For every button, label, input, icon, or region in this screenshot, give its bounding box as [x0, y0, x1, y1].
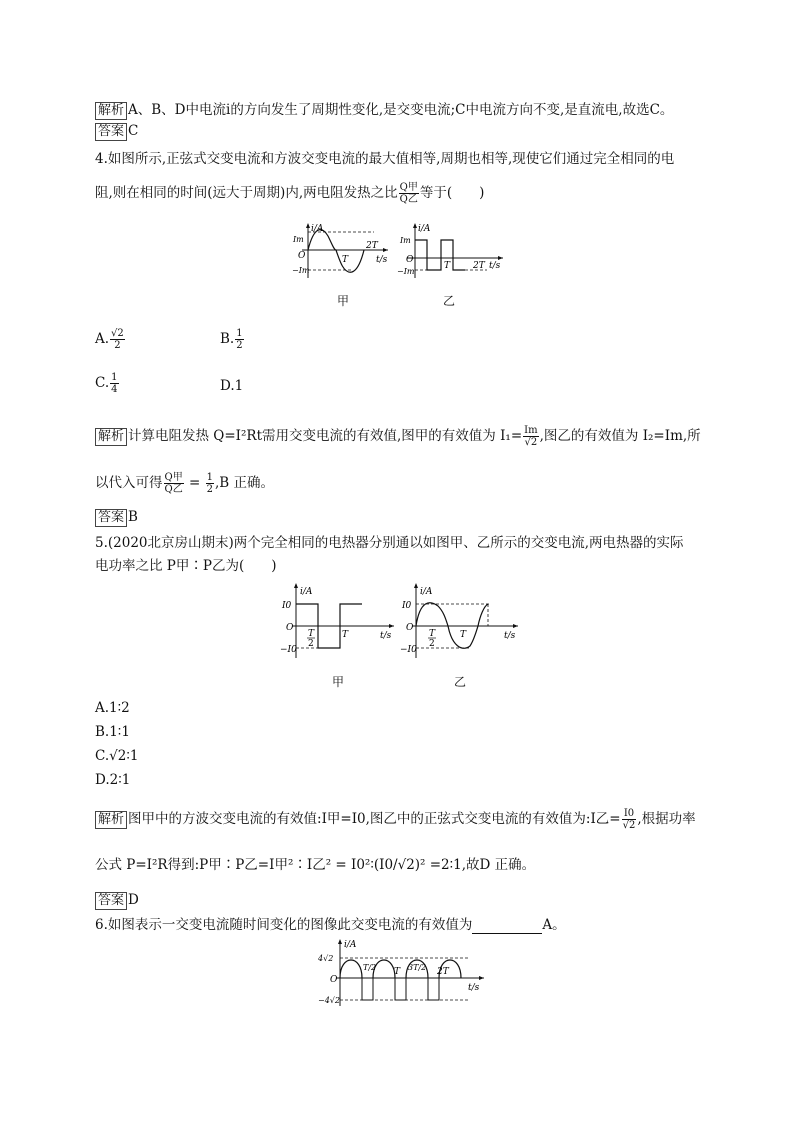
- q4-caption-jia: 甲: [337, 294, 350, 308]
- answer-tag: 答案: [95, 892, 127, 910]
- q4-analysis-line2-frac2-num: 1: [206, 472, 213, 483]
- q6-answer-blank[interactable]: [472, 921, 542, 934]
- q4-jia-label-O: O: [298, 251, 306, 261]
- q5-yi-label-Thalf-den: 2: [429, 639, 435, 649]
- q4-analysis-line2-frac1-den: Q乙: [164, 484, 183, 495]
- q5-jia-label-O: O: [286, 623, 294, 633]
- q4-option-a-frac: [110, 328, 125, 351]
- q4-answer-value: B: [128, 509, 138, 525]
- q4-analysis-line2-eq: =: [184, 475, 205, 491]
- q5-jia-label-I0: I0: [282, 601, 292, 611]
- q4-option-b-frac: [235, 328, 243, 351]
- q5-figure-jia: [278, 580, 398, 660]
- q4-yi-axis-y: i/A: [418, 224, 431, 234]
- q6-label-3Thalf: 3T/2: [408, 963, 427, 972]
- q3-answer-line: [95, 122, 138, 141]
- q5-analysis-fraction: [622, 808, 637, 831]
- q3-analysis-text: A、B、D中电流i的方向发生了周期性变化,是交变电流;C中电流方向不变,是直流电,故选C。: [128, 102, 674, 118]
- q5-stem-line2: 电功率之比 P甲∶P乙为( ): [95, 558, 277, 574]
- q4-caption-yi: 乙: [443, 294, 456, 308]
- q5-yi-axis-x: t/s: [504, 631, 516, 641]
- q5-yi-label-Thalf-num: T: [429, 629, 436, 639]
- q4-analysis-line2-frac2-den: 2: [206, 484, 213, 495]
- q4-analysis-fraction: [523, 425, 538, 448]
- q4-analysis-frac-num: Im: [524, 425, 538, 436]
- q4-analysis-line2-frac1-num: Q甲: [164, 472, 183, 483]
- q4-analysis-line2-b: ,B 正确。: [214, 475, 274, 491]
- q5-jia-label-Thalf-den: 2: [308, 639, 314, 649]
- q5-analysis-line2: 公式 P=I²R得到:P甲∶P乙=I甲²∶I乙² = I0²∶(I0/√2)² =2∶1,故D 正确。: [95, 857, 536, 873]
- q5-stem-line1: 5.(2020北京房山期末)两个完全相同的电热器分别通以如图甲、乙所示的交变电流,两电热器的实际: [95, 535, 684, 551]
- q4-jia-label-T: T: [342, 255, 349, 265]
- q4-analysis-line1: [95, 425, 701, 448]
- q5-option-c[interactable]: C.√2∶1: [95, 748, 139, 764]
- q5-answer-line: [95, 891, 139, 910]
- q6-label-2T: 2T: [437, 967, 449, 977]
- q4-yi-label-2T: 2T: [473, 261, 485, 271]
- q5-answer-value: D: [128, 892, 139, 908]
- q5-jia-label-negI0: −I0: [280, 645, 297, 655]
- answer-tag: 答案: [95, 123, 127, 141]
- q5-analysis-frac-den: √2: [622, 820, 636, 831]
- q4-option-b-letter: B.: [220, 331, 235, 347]
- q4-analysis-line2-a: 以代入可得: [95, 475, 163, 491]
- q4-jia-label-Im: Im: [293, 235, 304, 244]
- analysis-tag: 解析: [95, 102, 127, 120]
- q5-jia-label-Thalf-num: T: [308, 629, 315, 639]
- q6-label-pos: 4√2: [318, 954, 334, 963]
- q4-option-a[interactable]: [95, 328, 126, 351]
- q6-label-Thalf: T/2: [363, 963, 377, 972]
- q5-figure-yi: [400, 580, 522, 660]
- q4-option-d[interactable]: D.1: [220, 378, 244, 394]
- q5-yi-label-I0: I0: [402, 601, 412, 611]
- q4-yi-label-T: T: [444, 261, 451, 271]
- q6-stem-text-a: 6.如图表示一交变电流随时间变化的图像此交变电流的有效值为: [95, 917, 473, 933]
- q4-option-a-letter: A.: [95, 331, 110, 347]
- q4-option-b[interactable]: [220, 328, 245, 351]
- q6-stem-text-b: A。: [542, 917, 566, 933]
- q6-figure: [318, 938, 488, 1008]
- q4-stem-line1: 4.如图所示,正弦式交变电流和方波交变电流的最大值相等,周期也相等,现使它们通过完全相同的电: [95, 151, 675, 167]
- q4-option-a-num: √2: [111, 328, 124, 339]
- q5-caption-jia: 甲: [332, 675, 345, 689]
- q4-option-b-num: 1: [236, 328, 243, 339]
- q5-jia-label-T: T: [342, 630, 349, 640]
- q5-option-d[interactable]: D.2∶1: [95, 772, 131, 788]
- q6-label-neg: −4√2: [318, 996, 340, 1005]
- q4-analysis-line2: [95, 472, 274, 495]
- q4-option-c-num: 1: [111, 372, 118, 383]
- q4-yi-label-O: O: [406, 255, 414, 265]
- q6-label-T: T: [394, 967, 401, 977]
- q3-analysis-line: [95, 101, 673, 120]
- q4-option-b-den: 2: [236, 340, 243, 351]
- q5-analysis-text-b: ,根据功率: [637, 811, 696, 827]
- q5-option-a[interactable]: A.1∶2: [95, 700, 130, 716]
- q4-stem-fraction: [399, 182, 419, 205]
- q5-analysis-text-a: 图甲中的方波交变电流的有效值:I甲=I0,图乙中的正弦式交变电流的有效值为:I乙=: [128, 811, 621, 827]
- q5-caption-yi: 乙: [454, 675, 467, 689]
- q4-figure-jia: [292, 220, 392, 280]
- q5-analysis-frac-num: I0: [622, 808, 637, 820]
- q4-analysis-line2-frac1: [164, 472, 184, 495]
- analysis-tag: 解析: [95, 811, 127, 829]
- q5-yi-label-negI0: −I0: [400, 645, 417, 655]
- q5-jia-axis-x: t/s: [380, 631, 392, 641]
- analysis-tag: 解析: [95, 428, 127, 446]
- q4-analysis-frac-den: √2: [524, 437, 538, 448]
- q4-analysis-text-b: ,图乙的有效值为 I₂=Im,所: [539, 428, 701, 444]
- q3-answer-value: C: [128, 123, 139, 139]
- q4-jia-axis-y: i/A: [311, 224, 324, 234]
- q5-jia-axis-y: i/A: [300, 587, 313, 597]
- q4-stem-line2: [95, 182, 484, 205]
- q5-yi-label-T: T: [460, 630, 467, 640]
- q4-jia-label-negIm: −Im: [292, 266, 310, 275]
- q4-jia-axis-x: t/s: [376, 255, 388, 265]
- q4-stem-text-b: 等于( ): [419, 185, 485, 201]
- q6-stem-line: [95, 916, 566, 934]
- q4-analysis-text-a: 计算电阻发热 Q=I²Rt需用交变电流的有效值,图甲的有效值为 I₁=: [128, 428, 523, 444]
- q4-jia-label-2T: 2T: [366, 241, 378, 251]
- q4-option-c-frac: [110, 372, 118, 395]
- q5-option-b[interactable]: B.1∶1: [95, 724, 130, 740]
- q4-yi-axis-x: t/s: [489, 261, 501, 271]
- q4-yi-label-negIm: −Im: [397, 267, 415, 276]
- q4-stem-frac-den: Q乙: [399, 194, 418, 205]
- q5-yi-axis-y: i/A: [420, 587, 433, 597]
- q4-option-c-letter: C.: [95, 375, 110, 391]
- q4-figure-yi: [397, 220, 507, 280]
- q4-option-c-den: 4: [111, 384, 118, 395]
- q4-stem-frac-num: Q甲: [399, 182, 418, 193]
- q4-option-c[interactable]: [95, 372, 120, 395]
- q6-label-O: O: [330, 975, 338, 985]
- answer-tag: 答案: [95, 509, 127, 527]
- q6-axis-y: i/A: [344, 940, 357, 950]
- q5-yi-label-O: O: [406, 623, 414, 633]
- q4-option-a-den: 2: [114, 340, 121, 351]
- q6-axis-x: t/s: [468, 983, 480, 993]
- q5-analysis-line1: [95, 808, 696, 831]
- q4-stem-text-a: 阻,则在相同的时间(远大于周期)内,两电阻发热之比: [95, 185, 398, 201]
- q4-answer-line: [95, 508, 138, 527]
- q4-analysis-line2-frac2: [206, 472, 214, 495]
- q4-yi-label-Im: Im: [400, 236, 411, 245]
